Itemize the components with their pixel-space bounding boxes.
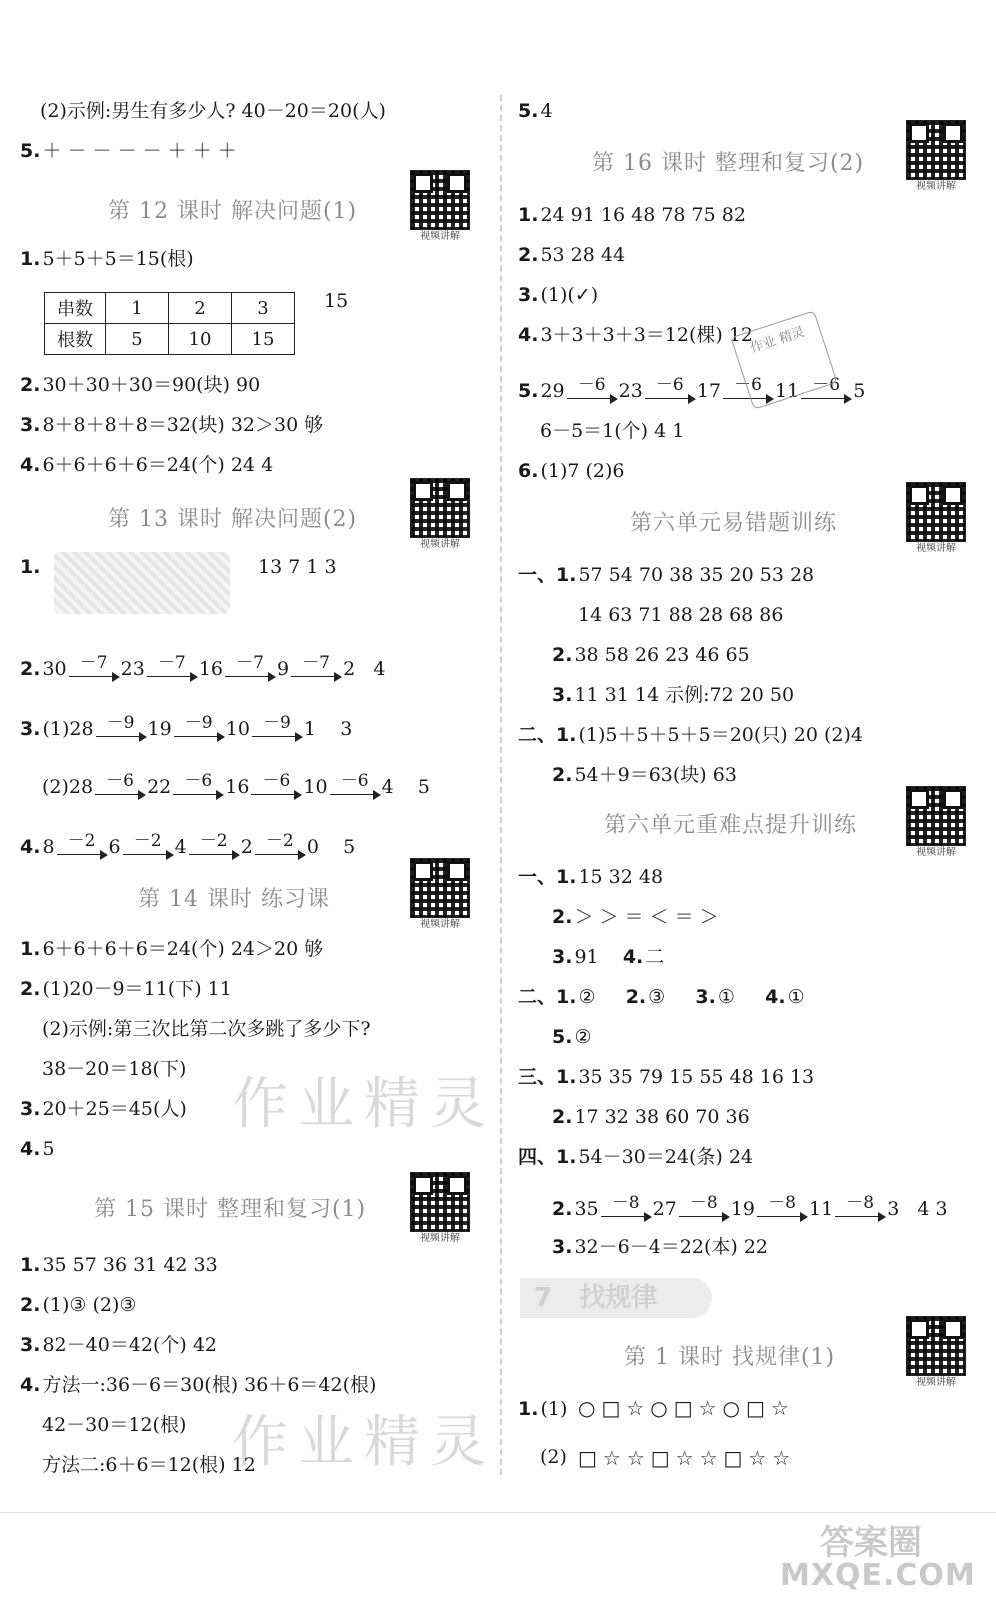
arrow-icon xyxy=(121,831,175,860)
item-number: 5. xyxy=(518,380,539,402)
arrow-op: －2 xyxy=(67,831,96,851)
answer-text: 8＋8＋8＋8＝32(块) 32＞30 够 xyxy=(42,414,324,436)
arrow-icon xyxy=(599,1193,653,1222)
answer-text: 38 58 26 23 46 65 xyxy=(574,644,750,666)
arrow-op: －9 xyxy=(184,713,213,733)
qr-code[interactable] xyxy=(906,120,966,194)
chain-value: 35 xyxy=(574,1198,599,1220)
qr-code-image xyxy=(906,786,966,846)
answer-text: 54＋9＝63(块) 63 xyxy=(574,764,737,786)
item-number: 1. xyxy=(20,938,41,960)
lesson-title: 第 1 课时 找规律(1) xyxy=(624,1345,836,1370)
chapter-number: 7 xyxy=(534,1283,553,1313)
answer-text: (2) xyxy=(540,1446,567,1468)
qr-code[interactable] xyxy=(410,1172,470,1246)
qr-label: 视频讲解 xyxy=(420,919,460,930)
answer-line: 42－30＝12(根) xyxy=(42,1414,187,1436)
lesson-title: 第 12 课时 解决问题(1) xyxy=(108,199,358,224)
answer-line xyxy=(552,1234,768,1260)
answer-line: (2)示例:男生有多少人? 40－20＝20(人) xyxy=(40,100,386,122)
answer-line xyxy=(20,936,323,962)
lesson-title: 第 16 课时 整理和复习(2) xyxy=(592,151,865,176)
chain-value: 8 xyxy=(42,836,55,858)
answer-line xyxy=(20,372,260,398)
arrow-chain xyxy=(20,713,353,742)
chain-value: 17 xyxy=(696,380,722,402)
chain-value: 1 xyxy=(303,718,317,740)
qr-code[interactable] xyxy=(906,786,966,860)
chain-value: 16 xyxy=(225,776,250,798)
chain-value: 19 xyxy=(147,718,172,740)
lesson-title: 第 15 课时 整理和复习(1) xyxy=(94,1197,367,1222)
item-number: 1. xyxy=(518,1398,539,1420)
arrow-op: －2 xyxy=(199,831,228,851)
table-cell: 3 xyxy=(232,293,295,324)
answer-line xyxy=(518,98,553,124)
arrow-chain xyxy=(42,771,431,800)
item-number: 5. xyxy=(552,1026,573,1048)
chain-value: 9 xyxy=(277,658,290,680)
answer-line xyxy=(518,458,625,484)
answer-text: 5＋5＋5＝15(根) xyxy=(42,248,194,270)
chain-value: 6 xyxy=(108,836,121,858)
answer-text: ② xyxy=(574,1026,592,1048)
arrow-op: －7 xyxy=(79,653,108,673)
answer-text: 54－30＝24(条) 24 xyxy=(578,1146,754,1168)
blurred-figure xyxy=(54,552,230,614)
item-number: 4. xyxy=(20,1138,41,1160)
arrow-icon xyxy=(799,375,853,404)
answer-text: ② xyxy=(578,986,596,1008)
qr-code-image xyxy=(410,1172,470,1232)
answer-text: 4 xyxy=(540,100,553,122)
chain-value: 2 xyxy=(240,836,253,858)
answer-text: 32－6－4＝22(本) 22 xyxy=(574,1236,769,1258)
qr-label: 视频讲解 xyxy=(916,181,956,192)
item-number: 3. xyxy=(695,986,716,1008)
arrow-icon xyxy=(565,375,619,404)
pattern-shapes: ○□☆○□☆○□☆ xyxy=(578,1396,795,1420)
chain-value: 22 xyxy=(147,776,172,798)
answer-line xyxy=(552,642,750,668)
answer-line xyxy=(552,944,664,970)
qr-code[interactable] xyxy=(410,478,470,552)
item-number: 1. xyxy=(20,1254,41,1276)
answer-text: (1) xyxy=(540,1398,568,1420)
chain-value: 30 xyxy=(42,658,67,680)
item-number: 2. xyxy=(552,906,573,928)
qr-code-image xyxy=(906,482,966,542)
chain-value: 29 xyxy=(540,380,565,402)
answer-line: 6－5＝1(个) 4 1 xyxy=(540,420,685,442)
qr-label: 视频讲解 xyxy=(420,1233,460,1244)
watermark-text: 作业精灵 xyxy=(232,1072,496,1137)
arrow-icon xyxy=(187,831,241,860)
arrow-op: －6 xyxy=(340,771,369,791)
answer-line xyxy=(518,1144,753,1170)
item-number: 一、1. xyxy=(518,866,577,888)
table-cell: 串数 xyxy=(45,293,106,324)
chain-value: 4 xyxy=(174,836,187,858)
table-cell: 5 xyxy=(106,324,169,355)
answer-line xyxy=(518,202,746,228)
item-number: 5. xyxy=(20,140,41,162)
arrow-icon xyxy=(643,375,697,404)
answer-text: 82－40＝42(个) 42 xyxy=(42,1334,218,1356)
arrow-icon xyxy=(171,771,225,800)
answer-text: 30＋30＋30＝90(块) 90 xyxy=(42,374,261,396)
chain-value: (2)28 xyxy=(42,776,94,798)
answer-text: 6＋6＋6＋6＝24(个) 24 4 xyxy=(42,454,274,476)
arrow-icon xyxy=(289,653,343,682)
answer-text: 24 91 16 48 78 75 82 xyxy=(540,204,746,226)
answer-text: 方法一:36－6＝30(根) 36＋6＝42(根) xyxy=(42,1374,377,1396)
arrow-op: －6 xyxy=(577,375,606,395)
qr-code-image xyxy=(410,858,470,918)
answer-line: 方法二:6＋6＝12(根) 12 xyxy=(42,1454,256,1476)
item-number: 三、1. xyxy=(518,1066,577,1088)
arrow-op: －6 xyxy=(184,771,213,791)
item-number: 2. xyxy=(20,658,41,680)
answer-line xyxy=(20,1372,376,1398)
arrow-icon xyxy=(755,1193,809,1222)
answer-line xyxy=(20,412,323,438)
qr-code[interactable] xyxy=(410,170,470,244)
arrow-op: －8 xyxy=(689,1193,718,1213)
item-number: 3. xyxy=(552,1236,573,1258)
answer-line xyxy=(518,562,814,588)
pattern-shapes: □☆☆□☆☆□☆☆ xyxy=(578,1446,797,1470)
arrow-op: －6 xyxy=(812,375,841,395)
answer-text: (1)7 (2)6 xyxy=(540,460,625,482)
chain-value: 4 xyxy=(381,776,394,798)
chain-tail: 4 3 xyxy=(917,1198,948,1220)
answer-line xyxy=(518,722,863,748)
answer-line: 38－20＝18(下) xyxy=(42,1058,187,1080)
site-logo: 答案圈 xyxy=(820,1523,922,1563)
arrow-chain xyxy=(20,653,386,682)
chain-value: 11 xyxy=(775,380,800,402)
arrow-op: －7 xyxy=(236,653,264,673)
arrow-op: －9 xyxy=(263,713,291,733)
section-title: 第六单元重难点提升训练 xyxy=(604,813,858,838)
item-number: 2. xyxy=(625,986,647,1008)
answer-line xyxy=(20,554,42,580)
answer-text: 15 32 48 xyxy=(578,866,664,888)
answer-line xyxy=(518,282,598,308)
arrow-icon xyxy=(250,713,304,742)
chain-value: 27 xyxy=(652,1198,677,1220)
answer-text: (1)5＋5＋5＋5＝20(只) 20 (2)4 xyxy=(578,724,863,746)
answer-line xyxy=(20,1332,217,1358)
answer-text: ＞ ＞ ＝ ＜ ＝ ＞ xyxy=(574,906,719,928)
chain-value: 2 xyxy=(343,658,356,680)
arrow-op: －6 xyxy=(734,375,762,395)
answer-text: 13 7 1 3 xyxy=(258,556,337,578)
answer-line: (2)示例:第三次比第二次多跳了多少下? xyxy=(42,1018,371,1040)
watermark-text: 作业精灵 xyxy=(232,1410,496,1475)
chain-tail: 5 xyxy=(417,776,431,798)
answer-line xyxy=(552,762,737,788)
answer-text: ③ xyxy=(648,986,666,1008)
chain-value: 10 xyxy=(225,718,250,740)
answer-text: ＋ － － － － ＋ ＋ ＋ xyxy=(42,140,237,162)
arrow-icon xyxy=(93,771,147,800)
arrow-icon xyxy=(145,653,199,682)
arrow-chain xyxy=(552,1193,948,1222)
section-title: 第六单元易错题训练 xyxy=(630,511,838,536)
item-number: 3. xyxy=(552,684,573,706)
item-number: 1. xyxy=(20,248,41,270)
table-row xyxy=(45,324,295,355)
arrow-op: －6 xyxy=(106,771,134,791)
answer-text: (1)(✓) xyxy=(540,284,599,306)
item-number: 4. xyxy=(20,836,41,858)
item-number: 2. xyxy=(552,764,573,786)
arrow-icon xyxy=(328,771,382,800)
item-number: 四、1. xyxy=(518,1146,577,1168)
answer-text: 35 35 79 15 55 48 16 13 xyxy=(578,1066,815,1088)
item-number: 4. xyxy=(622,946,644,968)
arrow-op: －9 xyxy=(106,713,135,733)
item-number: 1. xyxy=(20,556,41,578)
item-number: 3. xyxy=(20,414,41,436)
arrow-icon xyxy=(833,1193,887,1222)
answer-text: 11 31 14 示例:72 20 50 xyxy=(574,684,795,706)
answer-text: 20＋25＝45(人) xyxy=(42,1098,187,1120)
table-cell: 根数 xyxy=(45,324,106,355)
answer-text: 15 xyxy=(324,290,349,312)
answer-line xyxy=(552,1104,750,1130)
item-number: 5. xyxy=(518,100,539,122)
item-number: 一、1. xyxy=(518,564,577,586)
item-number: 2. xyxy=(20,1294,41,1316)
qr-code[interactable] xyxy=(906,1316,966,1390)
answer-text: 3＋3＋3＋3＝12(棵) 12 xyxy=(540,324,754,346)
item-number: 3. xyxy=(552,946,573,968)
qr-code-image xyxy=(906,120,966,180)
answer-text: 53 28 44 xyxy=(540,244,626,266)
answer-line: 14 63 71 88 28 68 86 xyxy=(578,604,784,626)
item-number: 2. xyxy=(552,644,573,666)
chapter-title: 找规律 xyxy=(579,1283,658,1313)
answer-line xyxy=(20,138,237,164)
answer-line xyxy=(20,1096,187,1122)
answer-line xyxy=(552,1024,592,1050)
arrow-op: －8 xyxy=(846,1193,875,1213)
answer-text: 5 xyxy=(42,1138,55,1160)
arrow-icon xyxy=(55,831,109,860)
answer-line xyxy=(20,246,194,272)
table-cell: 15 xyxy=(232,324,295,355)
arrow-op: －2 xyxy=(133,831,162,851)
chain-value: 0 xyxy=(306,836,319,858)
column-divider xyxy=(500,95,502,1475)
chain-tail: 3 xyxy=(340,718,353,740)
arrow-op: －7 xyxy=(302,653,331,673)
arrow-icon xyxy=(172,713,226,742)
qr-label: 视频讲解 xyxy=(420,231,460,242)
arrow-op: －2 xyxy=(265,831,294,851)
lesson-title: 第 14 课时 练习课 xyxy=(138,887,330,912)
arrow-op: －6 xyxy=(655,375,684,395)
item-number: 二、1. xyxy=(518,986,577,1008)
chain-value: 19 xyxy=(730,1198,756,1220)
chain-value: 5 xyxy=(853,380,866,402)
arrow-icon xyxy=(67,653,121,682)
chain-value: 11 xyxy=(809,1198,834,1220)
chain-value: 16 xyxy=(198,658,224,680)
arrow-icon xyxy=(223,653,277,682)
arrow-op: －8 xyxy=(611,1193,640,1213)
site-logo-url: MXQE.COM xyxy=(780,1558,976,1593)
arrow-op: －8 xyxy=(768,1193,796,1213)
qr-label: 视频讲解 xyxy=(916,543,956,554)
arrow-op: －7 xyxy=(157,653,186,673)
item-number: 3. xyxy=(20,1334,41,1356)
chain-value: 23 xyxy=(618,380,643,402)
answer-text: 57 54 70 38 35 20 53 28 xyxy=(578,564,815,586)
item-number: 4. xyxy=(518,324,539,346)
answer-text: ① xyxy=(787,986,805,1008)
qr-code-image xyxy=(906,1316,966,1376)
item-number: 二、1. xyxy=(518,724,577,746)
answer-line xyxy=(518,1064,814,1090)
answer-line xyxy=(20,976,232,1002)
qr-code-image xyxy=(410,478,470,538)
chain-value: (1)28 xyxy=(42,718,94,740)
arrow-op: －6 xyxy=(262,771,291,791)
chain-value: 3 xyxy=(887,1198,900,1220)
answer-text: 二 xyxy=(645,946,665,968)
arrow-icon xyxy=(94,713,148,742)
arrow-icon xyxy=(677,1193,731,1222)
arrow-chain xyxy=(20,831,356,860)
item-number: 3. xyxy=(20,1098,41,1120)
item-number: 2. xyxy=(20,978,41,1000)
answer-line xyxy=(518,864,663,890)
answer-line xyxy=(552,682,794,708)
item-number: 2. xyxy=(20,374,41,396)
table-cell: 1 xyxy=(106,293,169,324)
answer-line xyxy=(20,1136,55,1162)
item-number: 3. xyxy=(20,718,41,740)
lesson-title: 第 13 课时 解决问题(2) xyxy=(108,507,358,532)
item-number: 1. xyxy=(518,204,539,226)
answer-line xyxy=(552,904,719,930)
chain-value: 23 xyxy=(120,658,145,680)
answer-line xyxy=(20,452,273,478)
item-number: 4. xyxy=(20,1374,41,1396)
qr-label: 视频讲解 xyxy=(916,847,956,858)
item-number: 2. xyxy=(518,244,539,266)
item-number: 4. xyxy=(765,986,786,1008)
qr-label: 视频讲解 xyxy=(420,539,460,550)
item-number: 6. xyxy=(518,460,539,482)
qr-code[interactable] xyxy=(906,482,966,556)
answer-text: 91 xyxy=(574,946,599,968)
qr-code-image xyxy=(410,170,470,230)
table-row xyxy=(45,293,295,324)
answer-line xyxy=(518,322,753,348)
item-number: 4. xyxy=(20,454,41,476)
answer-table xyxy=(44,292,295,355)
chain-tail: 4 xyxy=(373,658,386,680)
answer-text: (1)③ (2)③ xyxy=(42,1294,137,1316)
arrow-icon xyxy=(253,831,307,860)
answer-line xyxy=(518,1396,567,1422)
answer-text: (1)20－9＝11(下) 11 xyxy=(42,978,232,1000)
watermark-stamp: 作业 精灵 xyxy=(730,310,837,409)
answer-text: 6＋6＋6＋6＝24(个) 24＞20 够 xyxy=(42,938,324,960)
answer-text: ① xyxy=(717,986,735,1008)
answer-text: 35 57 36 31 42 33 xyxy=(42,1254,218,1276)
table-cell: 2 xyxy=(169,293,232,324)
chain-tail: 5 xyxy=(343,836,356,858)
table-cell: 10 xyxy=(169,324,232,355)
answer-text: 17 32 38 60 70 36 xyxy=(574,1106,750,1128)
answer-line xyxy=(20,1252,218,1278)
chain-value: 10 xyxy=(303,776,328,798)
answer-line xyxy=(20,1292,136,1318)
qr-code[interactable] xyxy=(410,858,470,932)
footer-line xyxy=(0,1512,996,1513)
item-number: 2. xyxy=(552,1106,573,1128)
answer-line xyxy=(518,984,805,1010)
arrow-icon xyxy=(249,771,303,800)
qr-label: 视频讲解 xyxy=(916,1377,956,1388)
item-number: 3. xyxy=(518,284,539,306)
answer-line xyxy=(518,242,625,268)
item-number: 2. xyxy=(552,1198,573,1220)
chapter-banner xyxy=(520,1278,712,1318)
